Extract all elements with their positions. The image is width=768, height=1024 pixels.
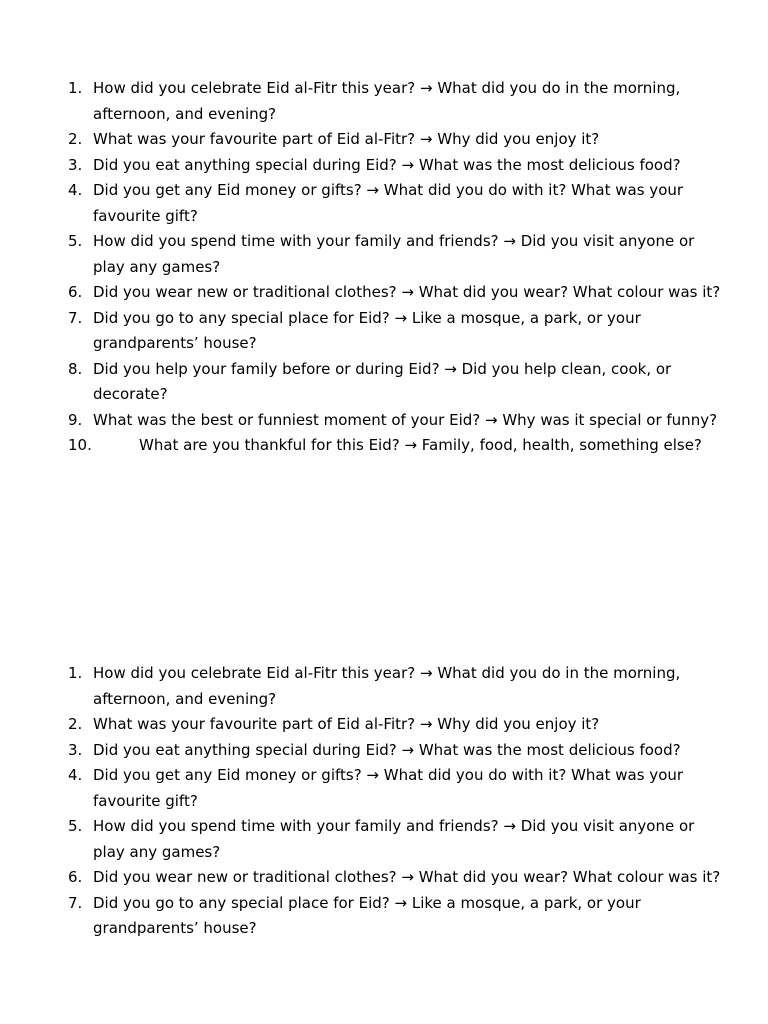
list-item — [68, 712, 728, 738]
item-text: Did you go to any special place for Eid? → Like a mosque, a park, or your grandparents’ house? — [93, 893, 641, 937]
item-text: How did you celebrate Eid al-Fitr this year? → What did you do in the morning, afternoon, and evening? — [93, 664, 681, 708]
list-item — [68, 76, 728, 127]
item-number: 4. — [68, 181, 83, 199]
item-text: Did you get any Eid money or gifts? → What did you do with it? What was your favourite gift? — [93, 766, 684, 810]
item-number: 1. — [68, 664, 83, 682]
item-number: 3. — [68, 155, 83, 174]
item-number: 2. — [68, 715, 83, 733]
item-number: 5. — [68, 817, 83, 835]
list-item — [68, 433, 728, 459]
list-item — [68, 408, 728, 434]
list-item — [68, 661, 728, 712]
list-item — [68, 229, 728, 280]
item-text: Did you go to any special place for Eid? → Like a mosque, a park, or your grandparents’ house? — [93, 308, 641, 352]
item-text: What are you thankful for this Eid? → Family, food, health, something else? — [139, 436, 702, 454]
item-number: 6. — [68, 283, 83, 301]
question-list-1 — [68, 76, 728, 459]
item-number: 3. — [68, 740, 83, 759]
list-item — [68, 763, 728, 814]
item-text: Did you get any Eid money or gifts? → What did you do with it? What was your favourite gift? — [93, 181, 684, 225]
item-number: 5. — [68, 232, 83, 250]
item-text: How did you celebrate Eid al-Fitr this year? → What did you do in the morning, afternoon, and evening? — [93, 79, 681, 123]
list-item — [68, 865, 728, 891]
item-text: Did you wear new or traditional clothes? → What did you wear? What colour was it? — [93, 283, 721, 301]
list-item — [68, 814, 728, 865]
list-item — [68, 357, 728, 408]
item-number: 9. — [68, 410, 83, 429]
item-text: What was your favourite part of Eid al-Fitr? → Why did you enjoy it? — [93, 715, 600, 733]
item-text: How did you spend time with your family and friends? → Did you visit anyone or play any games? — [93, 817, 695, 861]
list-item — [68, 738, 728, 764]
item-text: What was the best or funniest moment of your Eid? → Why was it special or funny? — [93, 410, 718, 429]
item-number: 6. — [68, 868, 83, 886]
item-text: Did you wear new or traditional clothes? → What did you wear? What colour was it? — [93, 868, 721, 886]
item-text: How did you spend time with your family and friends? → Did you visit anyone or play any games? — [93, 232, 695, 276]
item-text: Did you help your family before or during Eid? → Did you help clean, cook, or decorate? — [93, 359, 672, 403]
item-number: 1. — [68, 79, 83, 97]
question-list-2 — [68, 661, 728, 942]
list-item — [68, 306, 728, 357]
list-item — [68, 127, 728, 153]
item-number: 7. — [68, 893, 83, 912]
item-text: Did you eat anything special during Eid? → What was the most delicious food? — [93, 740, 681, 759]
item-text: Did you eat anything special during Eid? → What was the most delicious food? — [93, 155, 681, 174]
list-item — [68, 153, 728, 179]
item-number: 10. — [68, 436, 92, 454]
item-number: 4. — [68, 766, 83, 784]
item-number: 8. — [68, 359, 83, 378]
list-item — [68, 178, 728, 229]
item-number: 2. — [68, 130, 83, 148]
list-item — [68, 280, 728, 306]
item-number: 7. — [68, 308, 83, 327]
list-item — [68, 891, 728, 942]
item-text: What was your favourite part of Eid al-Fitr? → Why did you enjoy it? — [93, 130, 600, 148]
